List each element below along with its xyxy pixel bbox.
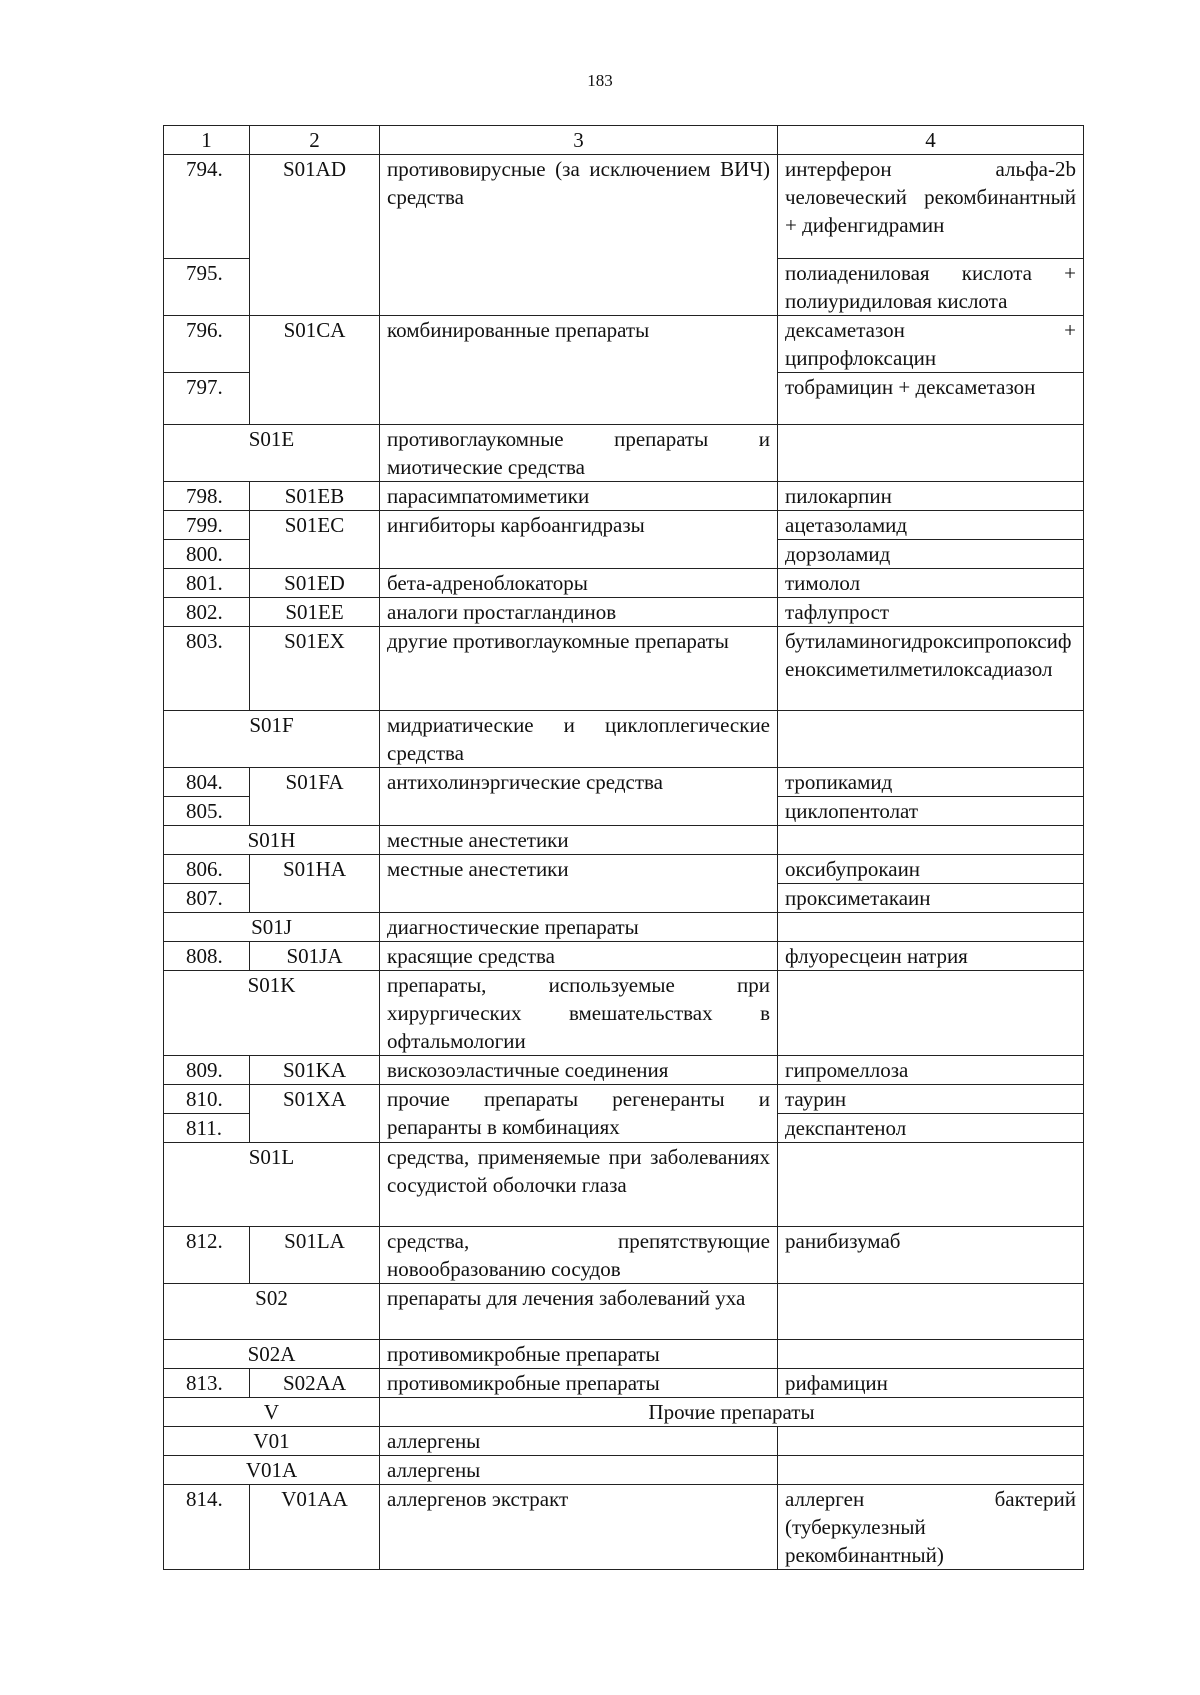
group-row — [164, 711, 1084, 768]
drug-name: циклопентолат — [778, 797, 1084, 826]
header-col-1: 1 — [164, 126, 250, 155]
group-description: аллергены — [380, 1456, 778, 1485]
atc-group-code: S01L — [164, 1143, 380, 1227]
drug-name — [778, 1427, 1084, 1456]
group-description: средства, препятствующие новообразованию сосудов — [380, 1227, 778, 1284]
table-row — [164, 155, 1084, 259]
atc-group-code: S01K — [164, 971, 380, 1056]
row-number: 805. — [164, 797, 250, 826]
group-description: местные анестетики — [380, 826, 778, 855]
atc-group-code: S01J — [164, 913, 380, 942]
group-description: ингибиторы карбоангидразы — [380, 511, 778, 569]
row-number: 801. — [164, 569, 250, 598]
drug-name — [778, 826, 1084, 855]
drug-name — [778, 1340, 1084, 1369]
table-row — [164, 1085, 1084, 1114]
group-description: противомикробные препараты — [380, 1369, 778, 1398]
drug-name: рифамицин — [778, 1369, 1084, 1398]
group-description: парасимпатомиметики — [380, 482, 778, 511]
drug-name — [778, 1284, 1084, 1340]
atc-code: S01JA — [250, 942, 380, 971]
drug-name: бутиламиногидроксипропоксифеноксиметилметилоксадиазол — [778, 627, 1084, 711]
medicines-table — [163, 125, 1084, 1570]
group-description: вискозоэластичные соединения — [380, 1056, 778, 1085]
table-row — [164, 855, 1084, 884]
drug-name: ацетазоламид — [778, 511, 1084, 540]
row-number: 811. — [164, 1114, 250, 1143]
row-number: 797. — [164, 373, 250, 425]
header-col-4: 4 — [778, 126, 1084, 155]
table-row — [164, 482, 1084, 511]
drug-name: пилокарпин — [778, 482, 1084, 511]
table-row — [164, 511, 1084, 540]
drug-name: тропикамид — [778, 768, 1084, 797]
group-description: препараты, используемые при хирургических вмешательствах в офтальмологии — [380, 971, 778, 1056]
atc-group-code: V01A — [164, 1456, 380, 1485]
row-number: 808. — [164, 942, 250, 971]
group-description: прочие препараты регенеранты и репаранты в комбинациях — [380, 1085, 778, 1143]
table-row — [164, 569, 1084, 598]
group-description: препараты для лечения заболеваний уха — [380, 1284, 778, 1340]
group-description: антихолинэргические средства — [380, 768, 778, 826]
page-number: 183 — [587, 71, 613, 90]
drug-name — [778, 1143, 1084, 1227]
group-description: мидриатические и циклоплегические средства — [380, 711, 778, 768]
drug-name: таурин — [778, 1085, 1084, 1114]
row-number: 795. — [164, 259, 250, 316]
drug-name: оксибупрокаин — [778, 855, 1084, 884]
drug-name: дорзоламид — [778, 540, 1084, 569]
drug-name: дексаметазон + ципрофлоксацин — [778, 316, 1084, 373]
section-title: Прочие препараты — [380, 1398, 1084, 1427]
row-number: 806. — [164, 855, 250, 884]
drug-name: флуоресцеин натрия — [778, 942, 1084, 971]
drug-name: ранибизумаб — [778, 1227, 1084, 1284]
group-description: комбинированные препараты — [380, 316, 778, 425]
group-row — [164, 425, 1084, 482]
drug-name — [778, 913, 1084, 942]
row-number: 802. — [164, 598, 250, 627]
atc-group-code: S02 — [164, 1284, 380, 1340]
atc-code: S01HA — [250, 855, 380, 913]
atc-group-code: S02A — [164, 1340, 380, 1369]
atc-code: S01EC — [250, 511, 380, 569]
table-row — [164, 627, 1084, 711]
drug-name: гипромеллоза — [778, 1056, 1084, 1085]
row-number: 796. — [164, 316, 250, 373]
atc-code: S01EE — [250, 598, 380, 627]
group-description: диагностические препараты — [380, 913, 778, 942]
row-number: 804. — [164, 768, 250, 797]
atc-code: S01AD — [250, 155, 380, 316]
atc-code: S01EB — [250, 482, 380, 511]
drug-name — [778, 711, 1084, 768]
table-header-row — [164, 126, 1084, 155]
group-row — [164, 826, 1084, 855]
drug-name — [778, 971, 1084, 1056]
header-col-2: 2 — [250, 126, 380, 155]
atc-code: S01ED — [250, 569, 380, 598]
drug-name: тобрамицин + дексаметазон — [778, 373, 1084, 425]
group-description: местные анестетики — [380, 855, 778, 913]
atc-group-code: V01 — [164, 1427, 380, 1456]
group-description: другие противоглаукомные препараты — [380, 627, 778, 711]
group-description: аналоги простагландинов — [380, 598, 778, 627]
atc-group-code: V — [164, 1398, 380, 1427]
table-row — [164, 1485, 1084, 1570]
row-number: 800. — [164, 540, 250, 569]
group-description: красящие средства — [380, 942, 778, 971]
atc-group-code: S01H — [164, 826, 380, 855]
drug-name: проксиметакаин — [778, 884, 1084, 913]
row-number: 799. — [164, 511, 250, 540]
table-row — [164, 598, 1084, 627]
section-row — [164, 1398, 1084, 1427]
table-row — [164, 316, 1084, 373]
drug-name: полиадениловая кислота + полиуридиловая кислота — [778, 259, 1084, 316]
group-description: противоглаукомные препараты и миотические средства — [380, 425, 778, 482]
group-description: средства, применяемые при заболеваниях сосудистой оболочки глаза — [380, 1143, 778, 1227]
row-number: 812. — [164, 1227, 250, 1284]
atc-code: S01KA — [250, 1056, 380, 1085]
table-row — [164, 1056, 1084, 1085]
drug-name — [778, 1456, 1084, 1485]
group-description: противовирусные (за исключением ВИЧ) средства — [380, 155, 778, 316]
drug-name: тимолол — [778, 569, 1084, 598]
table-row — [164, 768, 1084, 797]
group-row — [164, 971, 1084, 1056]
atc-code: S01EX — [250, 627, 380, 711]
drug-name — [778, 425, 1084, 482]
row-number: 803. — [164, 627, 250, 711]
drug-name: аллерген бактерий (туберкулезный рекомбинантный) — [778, 1485, 1084, 1570]
group-row — [164, 1340, 1084, 1369]
row-number: 798. — [164, 482, 250, 511]
group-description: аллергенов экстракт — [380, 1485, 778, 1570]
row-number: 794. — [164, 155, 250, 259]
drug-name: интерферон альфа-2b человеческий рекомбинантный + дифенгидрамин — [778, 155, 1084, 259]
drug-name: тафлупрост — [778, 598, 1084, 627]
row-number: 810. — [164, 1085, 250, 1114]
group-row — [164, 913, 1084, 942]
group-row — [164, 1456, 1084, 1485]
atc-code: S02AA — [250, 1369, 380, 1398]
row-number: 809. — [164, 1056, 250, 1085]
group-description: противомикробные препараты — [380, 1340, 778, 1369]
table-row — [164, 942, 1084, 971]
atc-code: S01CA — [250, 316, 380, 425]
row-number: 807. — [164, 884, 250, 913]
header-col-3: 3 — [380, 126, 778, 155]
table-row — [164, 1369, 1084, 1398]
atc-code: S01LA — [250, 1227, 380, 1284]
group-description: бета-адреноблокаторы — [380, 569, 778, 598]
row-number: 813. — [164, 1369, 250, 1398]
atc-group-code: S01F — [164, 711, 380, 768]
group-row — [164, 1427, 1084, 1456]
group-row — [164, 1284, 1084, 1340]
atc-group-code: S01E — [164, 425, 380, 482]
table-row — [164, 1227, 1084, 1284]
drug-name: декспантенол — [778, 1114, 1084, 1143]
row-number: 814. — [164, 1485, 250, 1570]
atc-code: S01FA — [250, 768, 380, 826]
group-description: аллергены — [380, 1427, 778, 1456]
atc-code: V01AA — [250, 1485, 380, 1570]
atc-code: S01XA — [250, 1085, 380, 1143]
group-row — [164, 1143, 1084, 1227]
